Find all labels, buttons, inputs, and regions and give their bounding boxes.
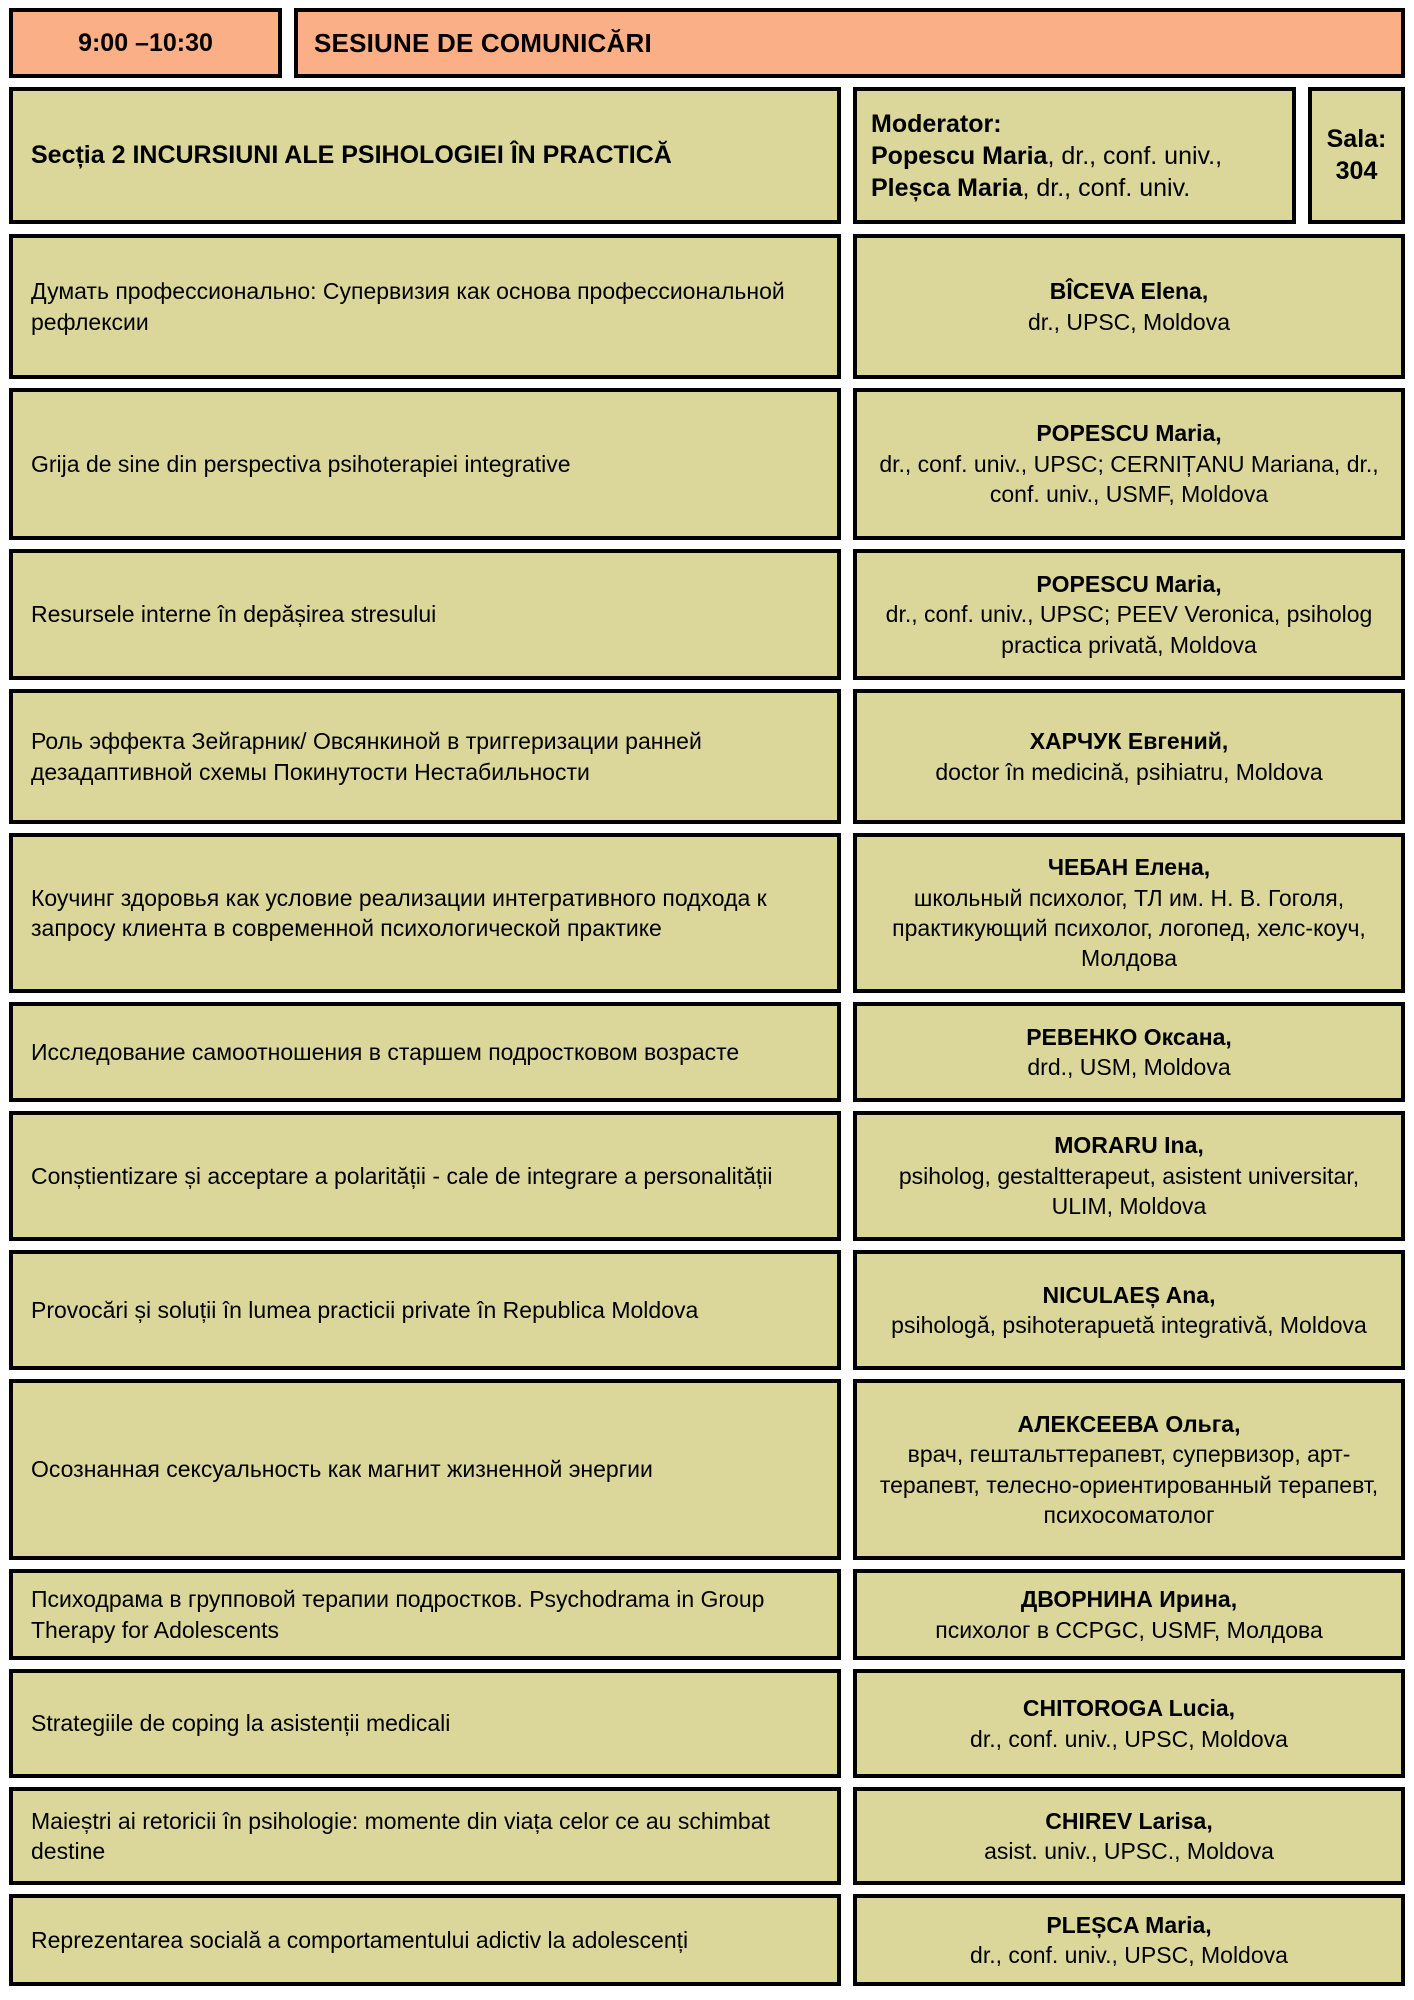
paper-title-cell: [9, 1002, 841, 1102]
moderator-cell: [853, 87, 1296, 224]
speaker-name: CHITOROGA Lucia,: [1022, 1695, 1236, 1722]
speaker-cell: [853, 1002, 1405, 1102]
paper-row: [9, 1669, 1405, 1778]
paper-title: Conștientizare și acceptare a polarității - cale de integrare a personalității: [31, 1162, 773, 1189]
speaker-name: РЕВЕНКО Оксана,: [1026, 1023, 1232, 1050]
speaker-details: asist. univ., UPSC., Moldova: [984, 1838, 1274, 1864]
speaker-name: ЧЕБАН Елена,: [1047, 854, 1211, 881]
section-title-cell: [9, 87, 841, 224]
paper-row: [9, 689, 1405, 824]
speaker-cell: [853, 689, 1405, 824]
speaker-name: POPESCU Maria,: [1036, 570, 1222, 597]
paper-title: Осознанная сексуальность как магнит жизненной энергии: [31, 1456, 653, 1483]
speaker-name: АЛЕКСЕЕВА Ольга,: [1017, 1410, 1241, 1437]
moderator-name-1: Popescu Maria: [871, 141, 1048, 170]
speaker-cell: [853, 1787, 1405, 1885]
room-cell: [1308, 87, 1405, 224]
speaker-details: врач, гештальттерапевт, супервизор, арт-терапевт, телесно-ориентированный терапевт, психосоматолог: [879, 1441, 1379, 1528]
paper-title-cell: [9, 1569, 841, 1660]
speaker-name: NICULAEȘ Ana,: [1042, 1281, 1216, 1308]
paper-title-cell: [9, 833, 841, 993]
moderator-rest-2: , dr., conf. univ.: [1022, 173, 1191, 202]
speaker-details: dr., conf. univ., UPSC, Moldova: [970, 1942, 1288, 1968]
moderator-line-1: [871, 140, 1278, 172]
speaker-cell: [853, 1669, 1405, 1778]
speaker-details: drd., USM, Moldova: [1027, 1054, 1231, 1080]
paper-title: Grija de sine din perspectiva psihoterapiei integrative: [31, 450, 571, 477]
room-label: Sala:: [1326, 125, 1387, 154]
time-band: [9, 8, 1405, 78]
speaker-details: dr., conf. univ., UPSC; CERNIȚANU Mariana, dr., conf. univ., USMF, Moldova: [879, 450, 1379, 508]
paper-title: Думать профессионально: Супервизия как основа профессиональной рефлексии: [31, 278, 785, 335]
paper-row: [9, 1002, 1405, 1102]
speaker-name: ДВОРНИНА Ирина,: [1020, 1586, 1238, 1613]
paper-title-cell: [9, 549, 841, 680]
session-title: SESIUNE DE COMUNICĂRI: [314, 27, 652, 58]
time-slot: [9, 8, 282, 78]
paper-title: Роль эффекта Зейгарник/ Овсянкиной в триггеризации ранней дезадаптивной схемы Покинутости Нестабильности: [31, 728, 702, 785]
paper-row: [9, 1569, 1405, 1660]
speaker-cell: [853, 1894, 1405, 1986]
paper-title-cell: [9, 689, 841, 824]
moderator-rest-1: , dr., conf. univ.,: [1047, 141, 1223, 170]
paper-row: [9, 1111, 1405, 1241]
speaker-cell: [853, 549, 1405, 680]
speaker-cell: [853, 1569, 1405, 1660]
speaker-cell: [853, 234, 1405, 379]
paper-title: Исследование самоотношения в старшем подростковом возрасте: [31, 1038, 740, 1065]
paper-title-cell: [9, 1379, 841, 1560]
section-title: Secția 2 INCURSIUNI ALE PSIHOLOGIEI ÎN PRACTICĂ: [31, 141, 672, 169]
paper-row: [9, 1894, 1405, 1986]
paper-row: [9, 833, 1405, 993]
room-number: 304: [1335, 156, 1378, 185]
paper-title-cell: [9, 1111, 841, 1241]
speaker-details: dr., conf. univ., UPSC; PEEV Veronica, psiholog practica privată, Moldova: [885, 601, 1373, 658]
paper-title: Reprezentarea socială a comportamentului adictiv la adolescenți: [31, 1926, 689, 1953]
speaker-details: doctor în medicină, psihiatru, Moldova: [935, 758, 1323, 785]
paper-row: [9, 388, 1405, 540]
speaker-name: PLEȘCA Maria,: [1046, 1911, 1212, 1938]
paper-title-cell: [9, 1669, 841, 1778]
time-slot-label: 9:00 –10:30: [78, 28, 213, 57]
section-header-row: [9, 87, 1405, 224]
speaker-details: psihologă, psihoterapuetă integrativă, Moldova: [891, 1312, 1367, 1338]
paper-title-cell: [9, 1894, 841, 1986]
paper-title-cell: [9, 388, 841, 540]
paper-row: [9, 549, 1405, 680]
speaker-cell: [853, 388, 1405, 540]
speaker-name: CHIREV Larisa,: [1045, 1807, 1213, 1834]
speaker-name: ХАРЧУК Евгений,: [1029, 728, 1229, 755]
speaker-cell: [853, 1379, 1405, 1560]
speaker-name: POPESCU Maria,: [1036, 420, 1222, 447]
paper-title-cell: [9, 234, 841, 379]
paper-row: [9, 1379, 1405, 1560]
paper-row: [9, 234, 1405, 379]
speaker-cell: [853, 833, 1405, 993]
speaker-details: psiholog, gestaltterapeut, asistent universitar, ULIM, Moldova: [898, 1162, 1360, 1220]
paper-title-cell: [9, 1250, 841, 1370]
paper-row: [9, 1787, 1405, 1885]
speaker-cell: [853, 1111, 1405, 1241]
paper-title: Strategiile de coping la asistenții medicali: [31, 1710, 451, 1737]
speaker-details: dr., UPSC, Moldova: [1028, 308, 1230, 335]
moderator-label: Moderator:: [871, 109, 1002, 138]
paper-title: Provocări și soluții în lumea practicii private în Republica Moldova: [31, 1296, 699, 1323]
moderator-line-2: [871, 172, 1278, 204]
paper-title: Resursele interne în depășirea stresului: [31, 601, 437, 628]
speaker-name: MORARU Ina,: [1054, 1132, 1204, 1159]
speaker-cell: [853, 1250, 1405, 1370]
speaker-details: психолог в CCPGC, USMF, Молдова: [935, 1616, 1323, 1643]
paper-title: Maieștri ai retoricii în psihologie: momente din viața celor ce au schimbat destine: [31, 1807, 770, 1864]
paper-title: Психодрама в групповой терапии подростков. Psychodrama in Group Therapy for Adolescents: [31, 1586, 765, 1643]
speaker-name: BÎCEVA Elena,: [1049, 278, 1209, 305]
speaker-details: dr., conf. univ., UPSC, Moldova: [970, 1725, 1288, 1752]
paper-title-cell: [9, 1787, 841, 1885]
speaker-details: школьный психолог, ТЛ им. Н. В. Гоголя, практикующий психолог, логопед, хелс-коуч, Молдова: [892, 884, 1366, 972]
session-header: [294, 8, 1405, 78]
moderator-name-2: Pleșca Maria: [871, 173, 1023, 202]
paper-title: Коучинг здоровья как условие реализации интегративного подхода к запросу клиента в современной психологической практике: [31, 884, 767, 941]
paper-row: [9, 1250, 1405, 1370]
